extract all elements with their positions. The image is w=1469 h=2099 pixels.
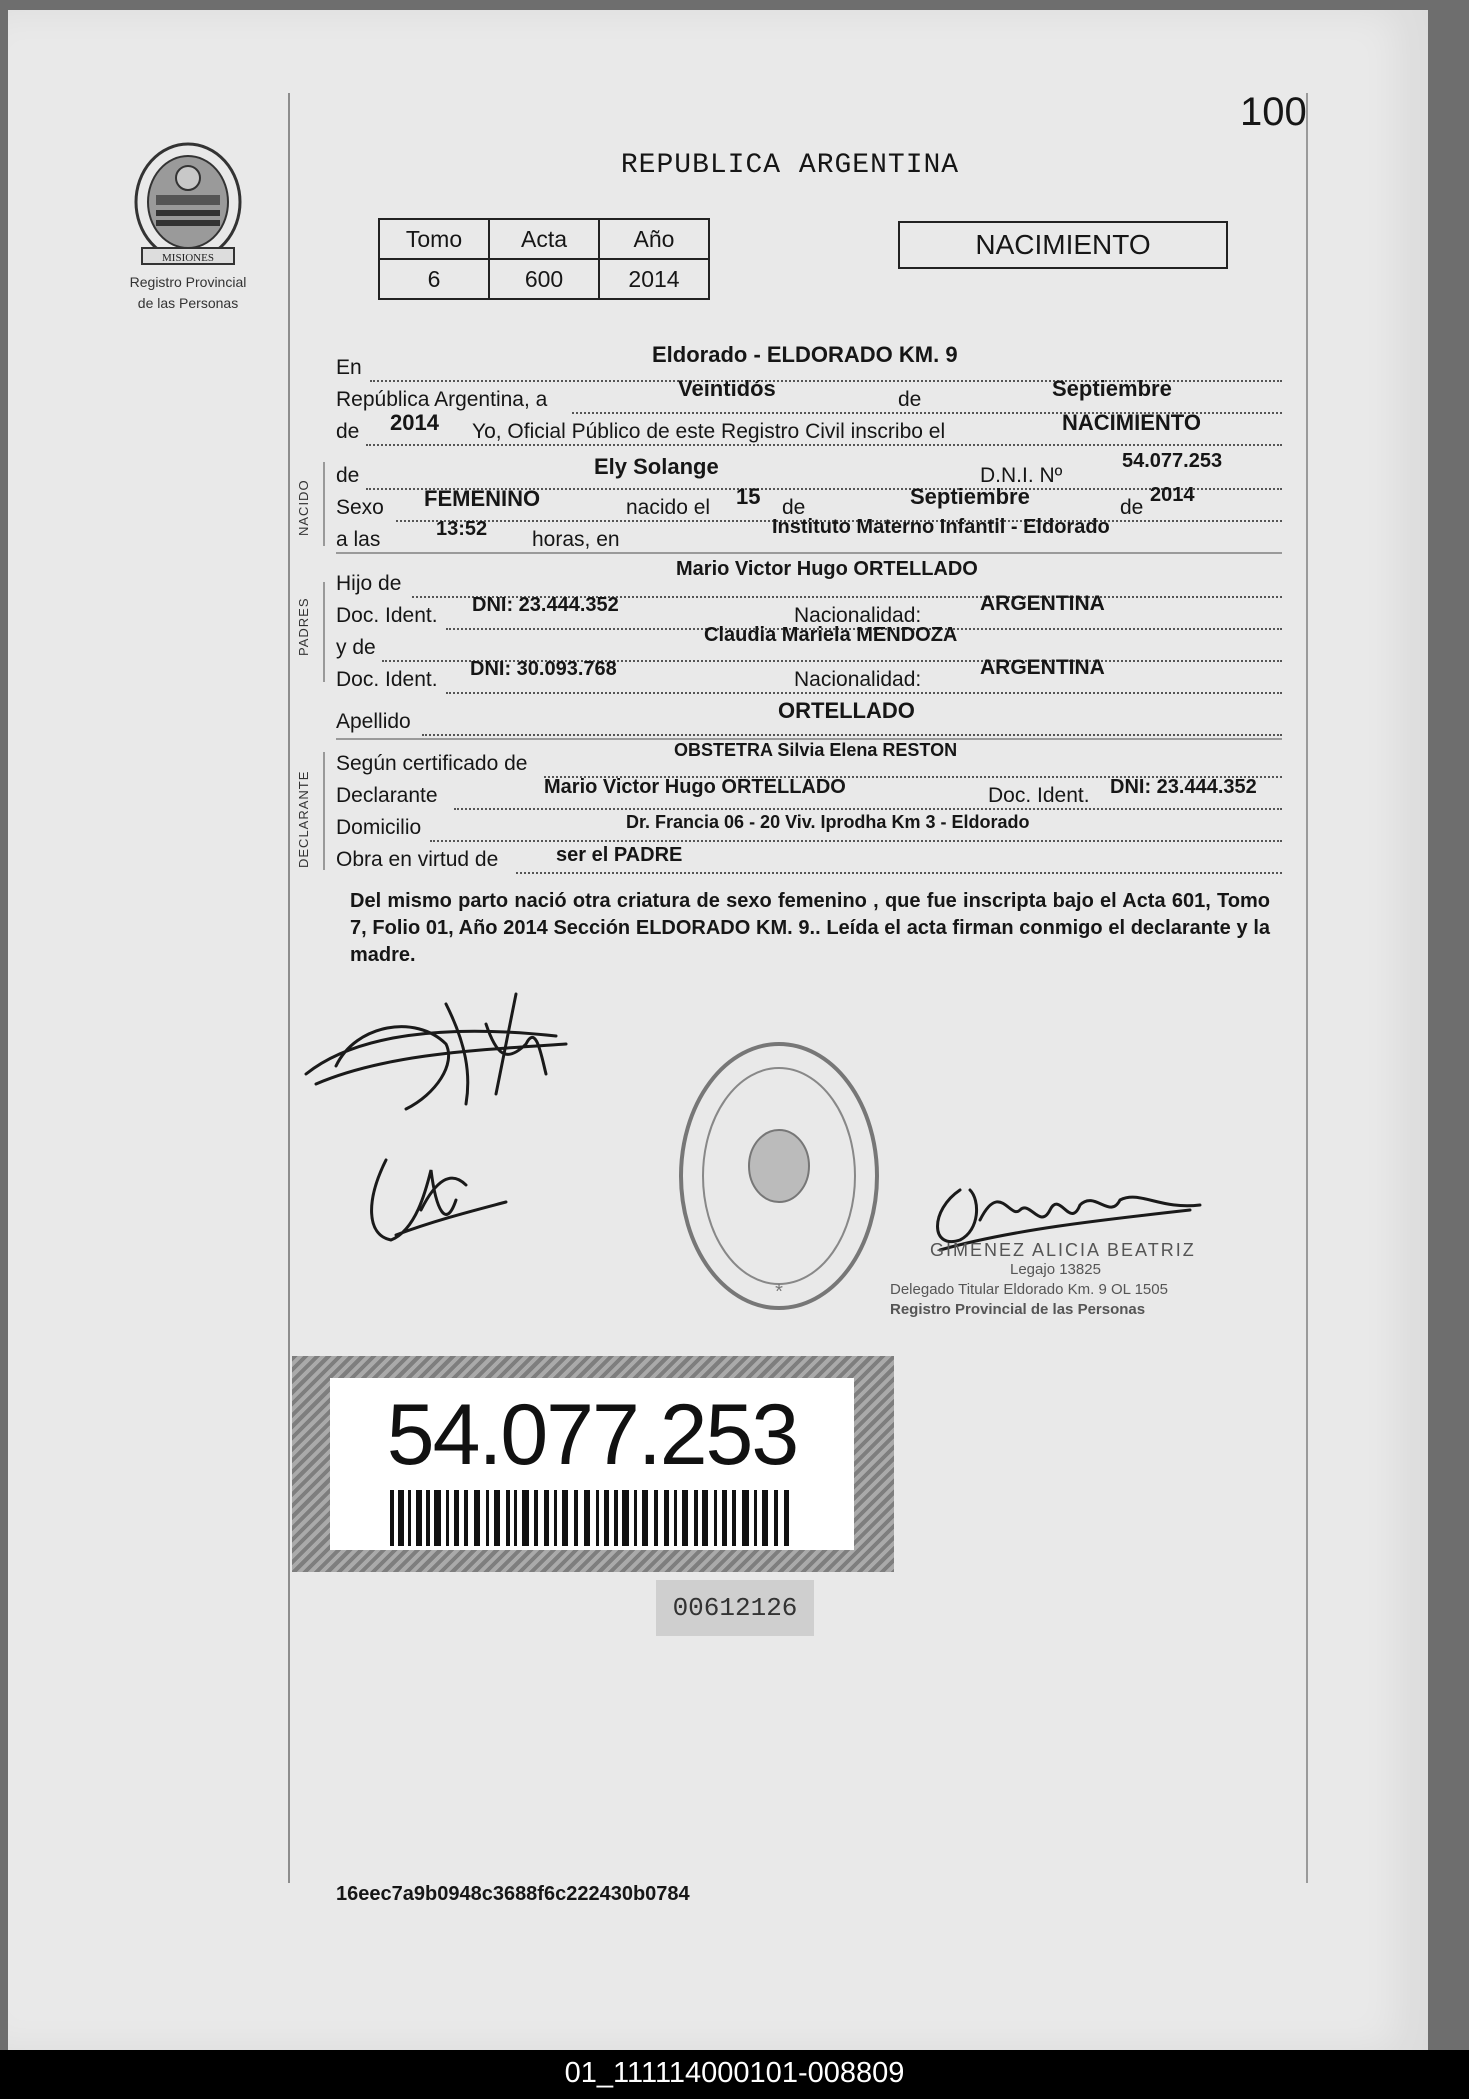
official-office: Registro Provincial de las Personas [890,1301,1146,1318]
value-sexo: FEMENINO [424,486,541,511]
row-madre-doc [336,656,1282,696]
label-a-las: a las [336,528,381,551]
label-hijo-de: Hijo de [336,572,402,595]
value-domicilio: Dr. Francia 06 - 20 Viv. Iprodha Km 3 - Eldorado [626,812,1030,832]
document-title: REPUBLICA ARGENTINA [620,150,960,181]
act-type-box: NACIMIENTO [898,221,1228,269]
file-id: 01_111114000101-008809 [564,2057,905,2089]
value-obra: ser el PADRE [556,844,683,866]
barcode-label [292,1356,894,1572]
row-apellido [336,698,1282,738]
row-obra [336,844,1282,876]
declarant-signature [296,984,586,1124]
label-nacionalidad-madre: Nacionalidad: [794,668,922,691]
label-nacido-el: nacido el [626,496,711,519]
value-padre-nacionalidad: ARGENTINA [980,592,1105,615]
value-acto: NACIMIENTO [1062,410,1201,435]
svg-text:MISIONES: MISIONES [162,252,214,264]
value-madre-nacionalidad: ARGENTINA [980,656,1105,679]
value-padre-doc: DNI: 23.444.352 [472,594,619,616]
value-mes: Septiembre [1052,376,1172,401]
label-de-nacido-anio: de [1120,496,1144,519]
label-nacionalidad-padre: Nacionalidad: [794,604,922,627]
register-value-row [379,259,709,299]
official-name-block [890,1240,1196,1320]
register-value-tomo: 6 [379,259,489,299]
label-yo: Yo, Oficial Público de este Registro Civil inscribo el [472,420,946,443]
logo-caption-line2: de las Personas [137,295,239,311]
label-dni: D.N.I. Nº [980,464,1063,487]
value-lugar: Eldorado - ELDORADO KM. 9 [652,342,958,367]
register-header-row [379,219,709,259]
row-domicilio [336,812,1282,844]
serial-number: 00612126 [656,1580,814,1636]
label-y-de: y de [336,636,376,659]
document-page [8,10,1428,2050]
logo-caption-line1: Registro Provincial [129,274,247,290]
row-declarante [336,776,1282,812]
value-declarante-doc: DNI: 23.444.352 [1110,776,1257,798]
value-nacido-anio: 2014 [1150,484,1195,506]
value-nacido-mes: Septiembre [910,484,1030,509]
label-declarante: Declarante [336,784,438,807]
row-acto [336,410,1282,448]
value-madre-doc: DNI: 30.093.768 [470,658,617,680]
label-de-anio: de [336,420,360,443]
value-padre: Mario Victor Hugo ORTELLADO [676,558,978,580]
left-margin-line [288,93,290,1883]
document-hash: 16eec7a9b0948c3688f6c222430b0784 [336,1883,690,1905]
label-segun: Según certificado de [336,752,528,775]
register-header-acta: Acta [489,219,599,259]
right-margin-line [1306,93,1308,1883]
page-number: 100 [1240,90,1307,134]
barcode-number: 54.077.253 [386,1387,798,1483]
value-nombre: Ely Solange [594,454,719,479]
file-id-bar [0,2050,1469,2099]
register-table [378,218,710,300]
official-name: GIMENEZ ALICIA BEATRIZ [930,1240,1196,1260]
value-madre: Claudia Mariela MENDOZA [704,624,958,646]
value-nacido-dia: 15 [736,484,761,509]
label-de-nacido-mes: de [782,496,806,519]
label-doc-padre: Doc. Ident. [336,604,438,627]
label-en: En [336,356,362,379]
register-header-anio: Año [599,219,709,259]
value-apellido: ORTELLADO [778,698,915,723]
value-anio: 2014 [390,410,439,435]
official-legajo: Legajo 13825 [1010,1261,1101,1278]
label-obra: Obra en virtud de [336,848,499,871]
register-header-tomo: Tomo [379,219,489,259]
label-doc-declarante: Doc. Ident. [988,784,1090,807]
value-dni: 54.077.253 [1122,450,1223,472]
label-domicilio: Domicilio [336,816,422,839]
province-logo [108,140,268,312]
register-value-anio: 2014 [599,259,709,299]
value-hora: 13:52 [436,518,488,540]
label-apellido: Apellido [336,710,411,733]
side-label-declarante: DECLARANTE [296,770,311,868]
label-de-nombre: de [336,464,360,487]
svg-text:*: * [775,1281,783,1303]
coat-of-arms-icon [128,140,248,270]
official-stamp [674,1036,884,1316]
value-lugar-nacimiento: Instituto Materno Infantil - Eldorado [772,516,1110,538]
label-de-mes: de [898,388,922,411]
mother-signature [356,1140,516,1250]
label-doc-madre: Doc. Ident. [336,668,438,691]
side-label-padres: PADRES [296,597,311,656]
value-dia-letras: Veintidós [678,376,776,401]
observation-note: Del mismo parto nació otra criatura de sexo femenino , que fue inscripta bajo el Acta 601, Tomo 7, Folio 01, Año 2014 Sección ELDORADO KM. 9.. Leída el acta firman conmigo el declarante y la madre. [350,890,1270,966]
side-label-nacido: NACIDO [296,479,311,536]
label-sexo: Sexo [336,496,384,519]
register-value-acta: 600 [489,259,599,299]
barcode-icon [390,1490,790,1546]
value-declarante: Mario Victor Hugo ORTELLADO [544,776,846,798]
official-title: Delegado Titular Eldorado Km. 9 OL 1505 [890,1281,1168,1298]
label-horas-en: horas, en [532,528,620,551]
value-certificado: OBSTETRA Silvia Elena RESTON [674,740,958,760]
label-republica: República Argentina, a [336,388,548,411]
